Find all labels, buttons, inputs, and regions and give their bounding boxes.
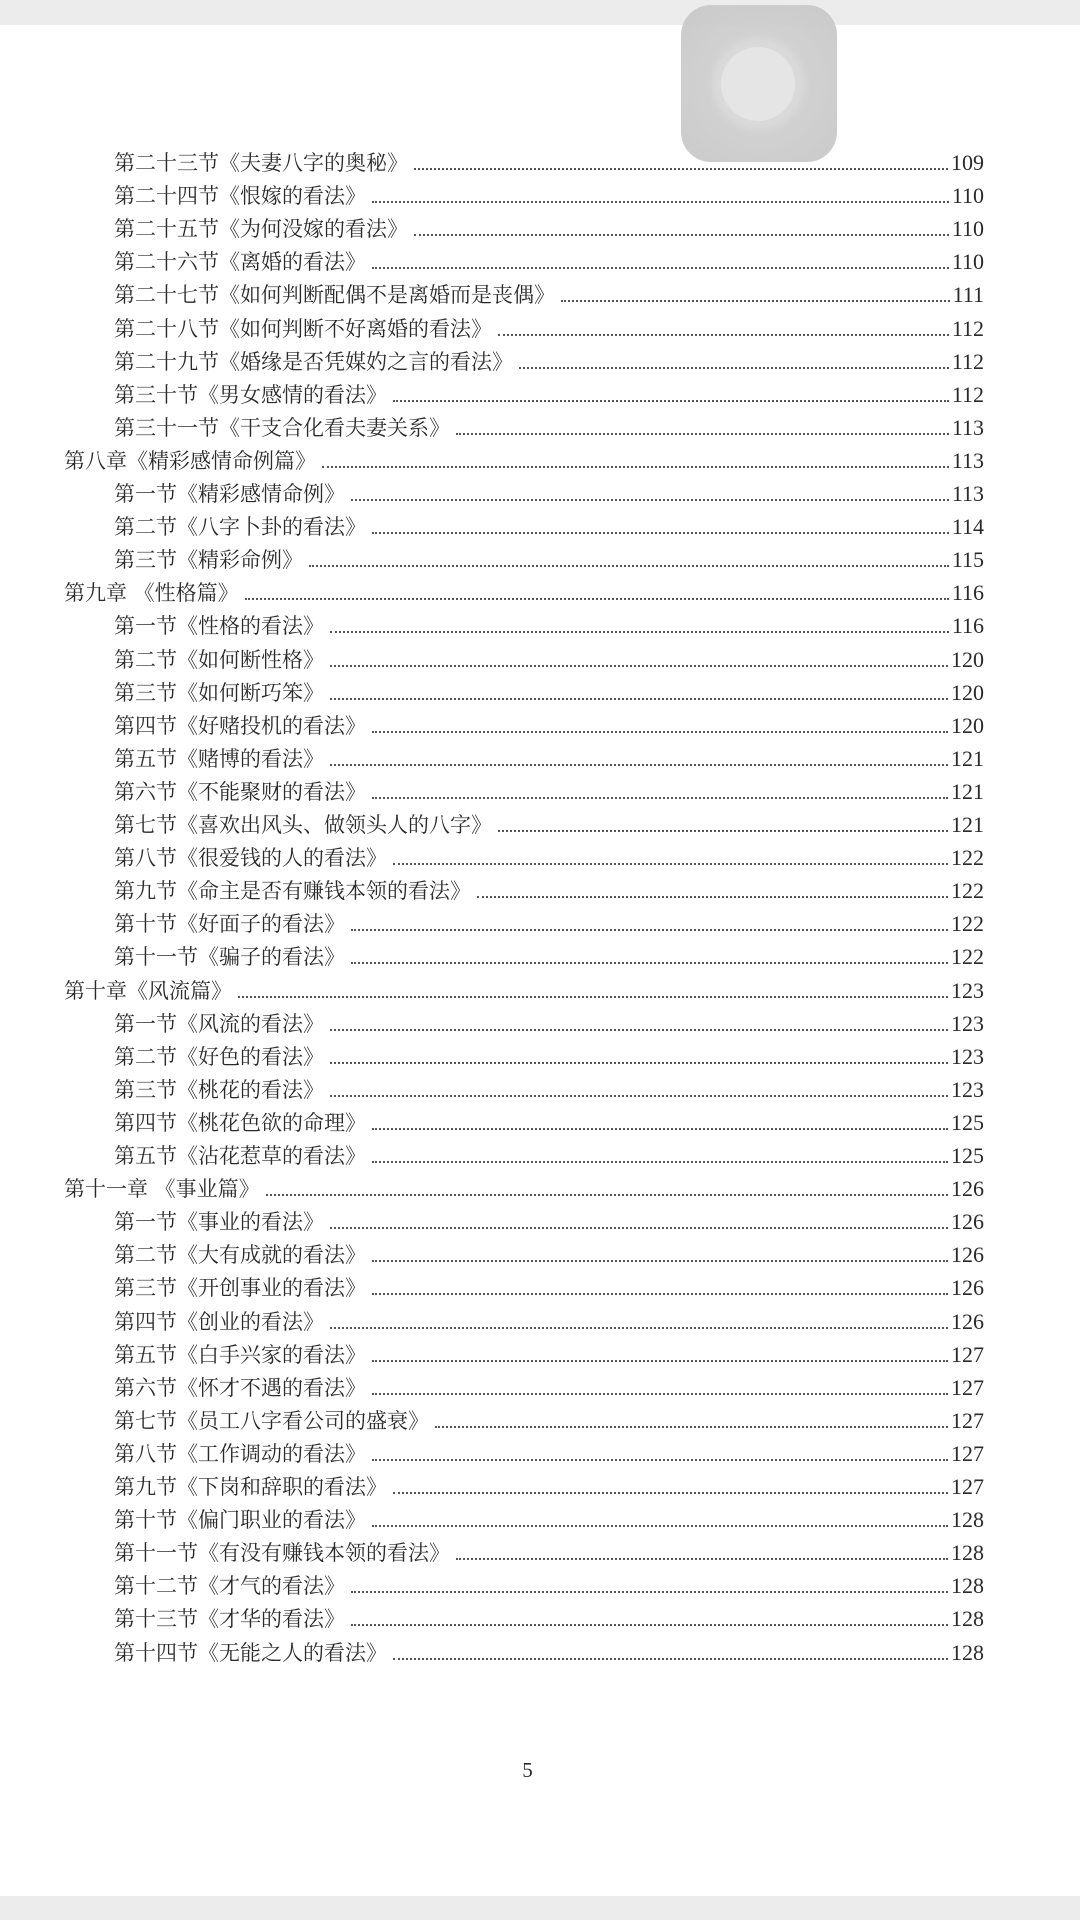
dot-leader — [393, 1658, 948, 1660]
toc-entry-page: 126 — [951, 1308, 984, 1334]
toc-entry-title: 第十三节《才华的看法》 — [114, 1607, 345, 1632]
toc-entry-title: 第三节《精彩命例》 — [114, 548, 303, 573]
toc-entry-title: 第一节《事业的看法》 — [114, 1210, 324, 1235]
dot-leader — [330, 1227, 948, 1229]
dot-leader — [372, 201, 949, 203]
dot-leader — [435, 1426, 948, 1428]
toc-section-entry[interactable] — [114, 645, 984, 675]
toc-entry-page: 120 — [951, 679, 984, 705]
toc-entry-title: 第二十九节《婚缘是否凭媒妁之言的看法》 — [114, 349, 513, 374]
toc-entry-page: 127 — [951, 1374, 984, 1400]
toc-entry-title: 第十节《偏门职业的看法》 — [114, 1508, 366, 1533]
toc-entry-page: 115 — [951, 547, 984, 573]
toc-section-entry[interactable] — [114, 214, 984, 244]
toc-entry-page: 113 — [951, 481, 984, 506]
toc-entry-page: 122 — [951, 845, 984, 871]
toc-section-entry[interactable] — [114, 1009, 984, 1039]
page-number: 5 — [522, 1758, 533, 1782]
dot-leader — [372, 1360, 948, 1362]
toc-entry-title: 第三节《如何断巧笨》 — [114, 680, 324, 705]
toc-entry-page: 114 — [951, 514, 984, 540]
dot-leader — [372, 532, 949, 534]
dot-leader — [330, 1327, 948, 1329]
toc-section-entry[interactable] — [114, 744, 984, 774]
floating-assistive-touch-button[interactable] — [681, 5, 837, 162]
toc-section-entry[interactable] — [114, 777, 984, 807]
toc-entry-page: 127 — [951, 1407, 984, 1433]
toc-entry-page: 111 — [952, 282, 984, 308]
toc-section-entry[interactable] — [114, 909, 984, 939]
dot-leader — [372, 1260, 948, 1262]
toc-entry-page: 116 — [951, 613, 984, 639]
dot-leader — [414, 168, 948, 170]
toc-entry-title: 第六节《怀才不遇的看法》 — [114, 1375, 366, 1400]
toc-section-entry[interactable] — [114, 942, 984, 972]
toc-entry-page: 128 — [951, 1507, 984, 1533]
toc-entry-title: 第二节《好色的看法》 — [114, 1044, 324, 1069]
toc-entry-page: 128 — [951, 1573, 984, 1599]
toc-section-entry[interactable] — [114, 1340, 984, 1370]
toc-entry-page: 113 — [951, 447, 984, 473]
toc-section-entry[interactable] — [114, 148, 984, 178]
toc-section-entry[interactable] — [114, 1108, 984, 1138]
toc-entry-title: 第九章 《性格篇》 — [64, 581, 239, 606]
toc-entry-page: 110 — [951, 216, 984, 242]
dot-leader — [309, 565, 949, 567]
dot-leader — [372, 1525, 948, 1527]
toc-entry-page: 112 — [951, 381, 984, 407]
toc-entry-page: 120 — [951, 646, 984, 672]
toc-entry-page: 125 — [951, 1143, 984, 1168]
toc-entry-title: 第二十三节《夫妻八字的奥秘》 — [114, 151, 408, 175]
toc-entry-page: 123 — [951, 1010, 984, 1036]
toc-section-entry[interactable] — [114, 545, 984, 575]
toc-entry-title: 第一节《风流的看法》 — [114, 1011, 324, 1036]
toc-chapter-entry[interactable] — [64, 1174, 984, 1204]
toc-section-entry[interactable] — [114, 1042, 984, 1072]
toc-section-entry[interactable] — [114, 247, 984, 277]
toc-entry-title: 第二十五节《为何没嫁的看法》 — [114, 217, 408, 242]
toc-entry-page: 127 — [951, 1341, 984, 1367]
dot-leader — [330, 665, 948, 667]
toc-entry-title: 第四节《桃花色欲的命理》 — [114, 1110, 366, 1135]
toc-entry-title: 第二节《大有成就的看法》 — [114, 1243, 366, 1268]
toc-section-entry[interactable] — [114, 1538, 984, 1568]
toc-section-entry[interactable] — [114, 711, 984, 741]
dot-leader — [414, 234, 949, 236]
toc-section-entry[interactable] — [114, 512, 984, 542]
toc-entry-title: 第五节《赌博的看法》 — [114, 746, 324, 771]
toc-entry-title: 第二十八节《如何判断不好离婚的看法》 — [114, 316, 492, 341]
toc-entry-title: 第十四节《无能之人的看法》 — [114, 1640, 387, 1665]
dot-leader — [477, 896, 948, 898]
toc-entry-title: 第六节《不能聚财的看法》 — [114, 779, 366, 804]
dot-leader — [393, 1492, 948, 1494]
dot-leader — [351, 1624, 948, 1626]
toc-entry-title: 第三十一节《干支合化看夫妻关系》 — [114, 415, 450, 440]
toc-entry-title: 第二十四节《恨嫁的看法》 — [114, 184, 366, 209]
toc-entry-page: 127 — [951, 1440, 984, 1466]
toc-entry-page: 116 — [951, 580, 984, 606]
dot-leader — [519, 367, 949, 369]
toc-section-entry[interactable] — [114, 479, 984, 509]
toc-section-entry[interactable] — [114, 1505, 984, 1535]
toc-section-entry[interactable] — [114, 1207, 984, 1237]
dot-leader — [561, 300, 950, 302]
toc-section-entry[interactable] — [114, 843, 984, 873]
toc-section-entry[interactable] — [114, 876, 984, 906]
toc-entry-title: 第四节《创业的看法》 — [114, 1309, 324, 1334]
toc-entry-title: 第十一节《有没有赚钱本领的看法》 — [114, 1541, 450, 1566]
toc-section-entry[interactable] — [114, 678, 984, 708]
toc-section-entry[interactable] — [114, 1406, 984, 1436]
toc-chapter-entry[interactable] — [64, 446, 984, 476]
toc-entry-page: 122 — [951, 878, 984, 904]
dot-leader — [322, 466, 949, 468]
toc-entry-page: 109 — [951, 150, 984, 175]
toc-entry-title: 第十一章 《事业篇》 — [64, 1177, 260, 1202]
toc-entry-title: 第七节《喜欢出风头、做领头人的八字》 — [114, 813, 492, 837]
toc-entry-page: 121 — [951, 778, 984, 804]
toc-entry-title: 第一节《性格的看法》 — [114, 614, 324, 639]
toc-entry-page: 126 — [951, 1176, 984, 1202]
toc-entry-title: 第二节《如何断性格》 — [114, 647, 324, 672]
toc-entry-page: 123 — [951, 977, 984, 1003]
toc-entry-page: 113 — [951, 414, 984, 440]
toc-entry-title: 第十章《风流篇》 — [64, 978, 232, 1003]
toc-entry-page: 127 — [951, 1474, 984, 1499]
toc-section-entry[interactable] — [114, 347, 984, 377]
dot-leader — [351, 1591, 948, 1593]
toc-section-entry[interactable] — [114, 1604, 984, 1634]
toc-entry-title: 第八节《工作调动的看法》 — [114, 1441, 366, 1466]
toc-chapter-entry[interactable] — [64, 578, 984, 608]
dot-leader — [372, 1393, 948, 1395]
bottom-bar — [0, 1896, 1080, 1920]
toc-entry-page: 123 — [951, 1043, 984, 1069]
toc-entry-page: 110 — [951, 249, 984, 275]
toc-section-entry[interactable] — [114, 1240, 984, 1270]
toc-entry-page: 128 — [951, 1540, 984, 1566]
toc-section-entry[interactable] — [114, 1439, 984, 1469]
toc-entry-title: 第三节《桃花的看法》 — [114, 1077, 324, 1102]
dot-leader — [238, 996, 948, 998]
toc-section-entry[interactable] — [114, 611, 984, 641]
toc-entry-title: 第十一节《骗子的看法》 — [114, 945, 345, 970]
toc-entry-title: 第九节《命主是否有赚钱本领的看法》 — [114, 879, 471, 904]
toc-entry-page: 123 — [951, 1076, 984, 1102]
toc-section-entry[interactable] — [114, 413, 984, 443]
toc-entry-title: 第十节《好面子的看法》 — [114, 912, 345, 937]
toc-section-entry[interactable] — [114, 181, 984, 211]
toc-entry-page: 126 — [951, 1209, 984, 1235]
toc-chapter-entry[interactable] — [64, 976, 984, 1006]
toc-section-entry[interactable] — [114, 1571, 984, 1601]
toc-entry-page: 125 — [951, 1109, 984, 1135]
dot-leader — [330, 698, 948, 700]
toc-entry-title: 第五节《白手兴家的看法》 — [114, 1342, 366, 1367]
toc-entry-title: 第十二节《才气的看法》 — [114, 1574, 345, 1599]
toc-section-entry[interactable] — [114, 1638, 984, 1668]
dot-leader — [498, 334, 949, 336]
toc-entry-page: 110 — [951, 183, 984, 209]
toc-entry-title: 第一节《精彩感情命例》 — [114, 482, 345, 506]
toc-section-entry[interactable] — [114, 314, 984, 344]
dot-leader — [372, 797, 948, 799]
toc-entry-page: 126 — [951, 1242, 984, 1268]
toc-entry-title: 第九节《下岗和辞职的看法》 — [114, 1475, 387, 1499]
toc-entry-title: 第二节《八字卜卦的看法》 — [114, 515, 366, 540]
toc-section-entry[interactable] — [114, 1472, 984, 1502]
toc-entry-title: 第八章《精彩感情命例篇》 — [64, 448, 316, 473]
dot-leader — [330, 1029, 948, 1031]
toc-section-entry[interactable] — [114, 1141, 984, 1171]
toc-entry-title: 第二十七节《如何判断配偶不是离婚而是丧偶》 — [114, 283, 555, 308]
toc-entry-page: 122 — [951, 944, 984, 970]
dot-leader — [456, 433, 949, 435]
dot-leader — [372, 731, 948, 733]
toc-entry-page: 126 — [951, 1275, 984, 1301]
toc-entry-page: 112 — [951, 348, 984, 374]
dot-leader — [393, 863, 948, 865]
toc-section-entry[interactable] — [114, 1273, 984, 1303]
dot-leader — [351, 962, 948, 964]
dot-leader — [266, 1194, 948, 1196]
dot-leader — [372, 267, 949, 269]
dot-leader — [330, 764, 948, 766]
assistive-touch-circle-icon — [721, 47, 795, 121]
dot-leader — [351, 499, 949, 501]
dot-leader — [372, 1161, 948, 1163]
toc-entry-page: 121 — [951, 745, 984, 771]
toc-entry-title: 第四节《好赌投机的看法》 — [114, 713, 366, 738]
dot-leader — [245, 598, 949, 600]
toc-entry-title: 第三十节《男女感情的看法》 — [114, 382, 387, 407]
toc-section-entry[interactable] — [114, 380, 984, 410]
dot-leader — [498, 830, 948, 832]
toc-entry-title: 第三节《开创事业的看法》 — [114, 1276, 366, 1301]
toc-section-entry[interactable] — [114, 1075, 984, 1105]
toc-entry-page: 112 — [951, 315, 984, 341]
dot-leader — [372, 1459, 948, 1461]
dot-leader — [330, 1062, 948, 1064]
dot-leader — [456, 1558, 948, 1560]
dot-leader — [372, 1293, 948, 1295]
toc-entry-title: 第二十六节《离婚的看法》 — [114, 250, 366, 275]
dot-leader — [372, 1128, 948, 1130]
dot-leader — [393, 400, 949, 402]
toc-entry-page: 121 — [951, 812, 984, 837]
toc-entry-title: 第七节《员工八字看公司的盛衰》 — [114, 1408, 429, 1433]
dot-leader — [330, 631, 949, 633]
toc-section-entry[interactable] — [114, 1307, 984, 1337]
toc-entry-title: 第五节《沾花惹草的看法》 — [114, 1144, 366, 1168]
dot-leader — [351, 929, 948, 931]
toc-section-entry[interactable] — [114, 280, 984, 310]
toc-entry-page: 128 — [951, 1639, 984, 1665]
toc-entry-page: 122 — [951, 911, 984, 937]
toc-entry-page: 128 — [951, 1606, 984, 1632]
toc-entry-title: 第八节《很爱钱的人的看法》 — [114, 846, 387, 871]
dot-leader — [330, 1095, 948, 1097]
toc-entry-page: 120 — [951, 712, 984, 738]
toc-section-entry[interactable] — [114, 810, 984, 840]
toc-section-entry[interactable] — [114, 1373, 984, 1403]
